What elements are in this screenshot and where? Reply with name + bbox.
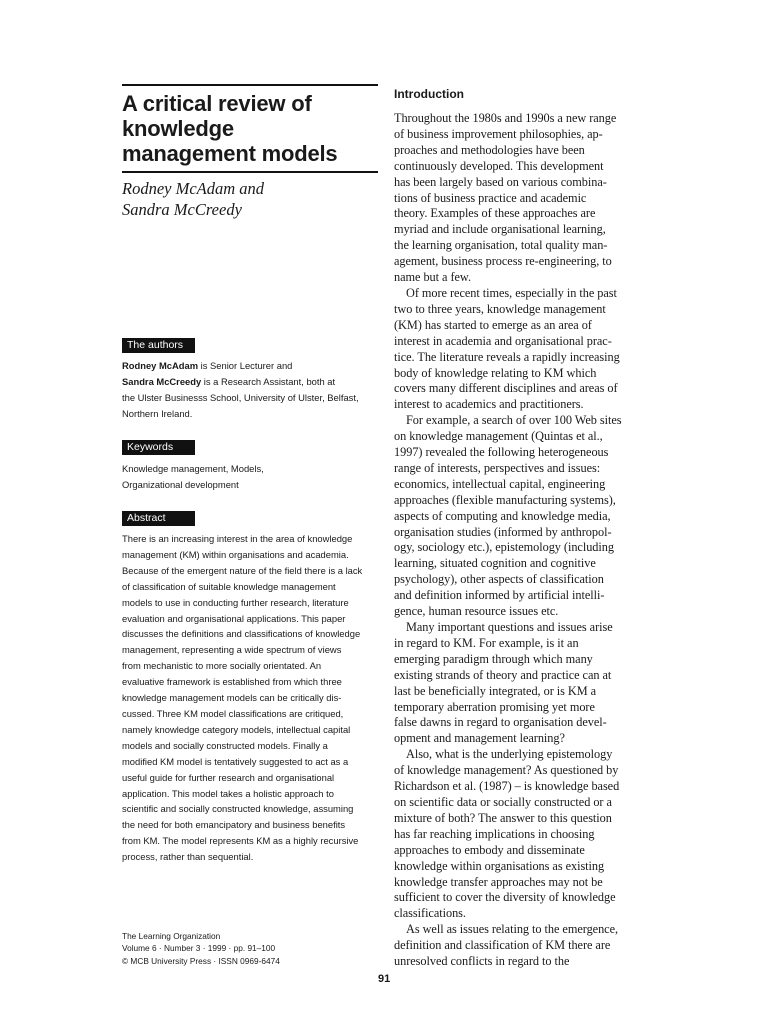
body-line: mixture of both? The answer to this question xyxy=(394,810,612,825)
body-line: As well as issues relating to the emergence, xyxy=(406,922,619,937)
abstract-text xyxy=(122,531,380,865)
body-line: opment and management learning? xyxy=(394,731,565,746)
introduction-body xyxy=(394,111,656,970)
author-info-line: Rodney McAdam is Senior Lecturer and xyxy=(122,360,293,371)
body-line: organisation studies (informed by anthropol- xyxy=(394,524,612,539)
abstract-line: of classification of suitable knowledge management xyxy=(122,580,336,592)
body-line: Richardson et al. (1987) – is knowledge based xyxy=(394,779,620,794)
abstract-line: There is an increasing interest in the area of knowledge xyxy=(122,533,353,544)
body-line: has been largely based on various combina- xyxy=(394,174,607,189)
author-line: Sandra McCreedy xyxy=(122,200,242,219)
journal-line: © MCB University Press · ISSN 0969-6474 xyxy=(122,955,280,966)
abstract-line: process, rather than sequential. xyxy=(122,851,254,863)
body-line: ogy, sociology etc.), epistemology (including xyxy=(394,540,614,555)
body-line: learning, situated cognition and cognitive xyxy=(394,556,596,571)
body-line: sufficient to cover the diversity of knowledge xyxy=(394,890,616,905)
abstract-line: cussed. Three KM model classifications are critiqued, xyxy=(122,707,344,719)
keywords-text xyxy=(122,461,380,493)
body-line: on knowledge management (Quintas et al., xyxy=(394,429,603,444)
body-line: myriad and include organisational learning, xyxy=(394,222,606,237)
abstract-line: evaluative framework is established from which three xyxy=(122,676,342,688)
abstract-line: namely knowledge category models, intellectual capital xyxy=(122,723,351,735)
body-line: theory. Examples of these approaches are xyxy=(394,206,596,221)
body-line: knowledge transfer approaches may not be xyxy=(394,874,603,889)
keywords-section-label: Keywords xyxy=(122,440,195,455)
title-line: A critical review of xyxy=(122,91,312,116)
title-top-rule xyxy=(122,84,378,86)
body-line: continuously developed. This development xyxy=(394,158,604,173)
body-line: on scientific data or socially constructed or a xyxy=(394,794,612,809)
body-line: economics, intellectual capital, engineering xyxy=(394,476,606,491)
body-line: gence, human resource issues etc. xyxy=(394,604,559,619)
body-line: of knowledge management? As questioned by xyxy=(394,763,619,778)
body-line: interest in academia and organisational prac- xyxy=(394,333,612,348)
abstract-line: evaluation and organisational applications. This paper xyxy=(122,612,346,624)
author-name: Rodney McAdam xyxy=(122,360,199,371)
body-line: covers many different disciplines and areas of xyxy=(394,381,618,396)
abstract-line: useful guide for further research and organisational xyxy=(122,771,335,783)
body-line: Throughout the 1980s and 1990s a new range xyxy=(394,111,617,125)
body-line: temporary aberration promising yet more xyxy=(394,699,595,714)
body-line: Of more recent times, especially in the past xyxy=(406,285,617,300)
title-line: knowledge xyxy=(122,116,234,141)
journal-line: The Learning Organization xyxy=(122,931,221,941)
body-line: knowledge within organisations as existing xyxy=(394,858,605,873)
body-line: in regard to KM. For example, is it an xyxy=(394,635,579,650)
body-line: approaches to embody and disseminate xyxy=(394,842,585,857)
abstract-line: the need for both emancipatory and business benefits xyxy=(122,819,346,831)
body-line: tice. The literature reveals a rapidly increasing xyxy=(394,349,620,364)
page-number: 91 xyxy=(378,973,391,985)
body-line: (KM) has started to emerge as an area of xyxy=(394,317,592,332)
body-line: Also, what is the underlying epistemology xyxy=(406,747,613,762)
author-name: Sandra McCreedy xyxy=(122,375,202,387)
author-info-line: Northern Ireland. xyxy=(122,407,193,419)
body-line: of business improvement philosophies, ap- xyxy=(394,126,603,141)
body-line: emerging paradigm through which many xyxy=(394,651,593,666)
abstract-line: scientific and socially constructed knowledge, assuming xyxy=(122,803,354,815)
abstract-line: knowledge management models can be critically dis- xyxy=(122,692,342,704)
body-line: agement, business process re-engineering, to xyxy=(394,254,612,269)
authors-section-label: The authors xyxy=(122,338,195,353)
body-line: For example, a search of over 100 Web sites xyxy=(406,413,622,428)
author-info-line: Sandra McCreedy is a Research Assistant, both at xyxy=(122,375,336,387)
body-line: and definition informed by artificial intelli- xyxy=(394,588,605,603)
abstract-section-label: Abstract xyxy=(122,511,195,526)
abstract-line: management (KM) within organisations and academia. xyxy=(122,548,349,560)
body-line: name but a few. xyxy=(394,270,471,285)
body-line: existing strands of theory and practice can at xyxy=(394,667,612,682)
body-line: 1997) revealed the following heterogeneous xyxy=(394,445,609,460)
body-line: definition and classification of KM there are xyxy=(394,938,611,953)
article-authors xyxy=(122,178,378,220)
author-line: Rodney McAdam and xyxy=(122,179,265,198)
title-line: management models xyxy=(122,141,338,166)
body-line: approaches (flexible manufacturing systems), xyxy=(394,492,616,507)
abstract-line: models and socially constructed models. Finally a xyxy=(122,739,328,751)
body-line: last be beneficially integrated, or is KM a xyxy=(394,683,597,698)
body-line: body of knowledge relating to KM which xyxy=(394,365,597,380)
journal-citation xyxy=(122,930,380,967)
abstract-line: models to use in conducting further research, literature xyxy=(122,596,349,608)
body-line: Many important questions and issues arise xyxy=(406,620,613,634)
body-line: range of interests, perspectives and issues: xyxy=(394,460,601,475)
abstract-line: management, representing a wide spectrum of views xyxy=(122,644,342,656)
article-title xyxy=(122,91,378,166)
keywords-line: Knowledge management, Models, xyxy=(122,463,264,474)
body-line: tions of business practice and academic xyxy=(394,190,587,205)
abstract-line: modified KM model is tentatively suggested to act as a xyxy=(122,755,349,767)
abstract-line: Because of the emergent nature of the field there is a lack xyxy=(122,564,363,576)
title-bottom-rule xyxy=(122,171,378,173)
abstract-line: discusses the definitions and classifications of knowledge xyxy=(122,628,361,640)
authors-info xyxy=(122,358,380,422)
body-line: has far reaching implications in choosing xyxy=(394,826,595,841)
section-heading-introduction: Introduction xyxy=(394,87,464,101)
keywords-line: Organizational development xyxy=(122,478,239,490)
body-line: psychology), other aspects of classification xyxy=(394,572,604,587)
abstract-line: from KM. The model represents KM as a highly recursive xyxy=(122,835,359,847)
body-line: interest to academics and practitioners. xyxy=(394,397,584,412)
journal-line: Volume 6 · Number 3 · 1999 · pp. 91–100 xyxy=(122,943,276,954)
author-info-line: the Ulster Businesss School, University of Ulster, Belfast, xyxy=(122,391,359,403)
abstract-line: from mechanistic to more socially orientated. An xyxy=(122,660,322,672)
body-line: classifications. xyxy=(394,906,466,921)
body-line: unresolved conflicts in regard to the xyxy=(394,954,570,969)
body-line: the learning organisation, total quality man- xyxy=(394,238,608,253)
body-line: two to three years, knowledge management xyxy=(394,301,606,316)
abstract-line: application. This model takes a holistic approach to xyxy=(122,787,334,799)
body-line: false dawns in regard to organisation devel- xyxy=(394,715,607,730)
body-line: proaches and methodologies have been xyxy=(394,142,585,157)
body-line: aspects of computing and knowledge media, xyxy=(394,508,611,523)
